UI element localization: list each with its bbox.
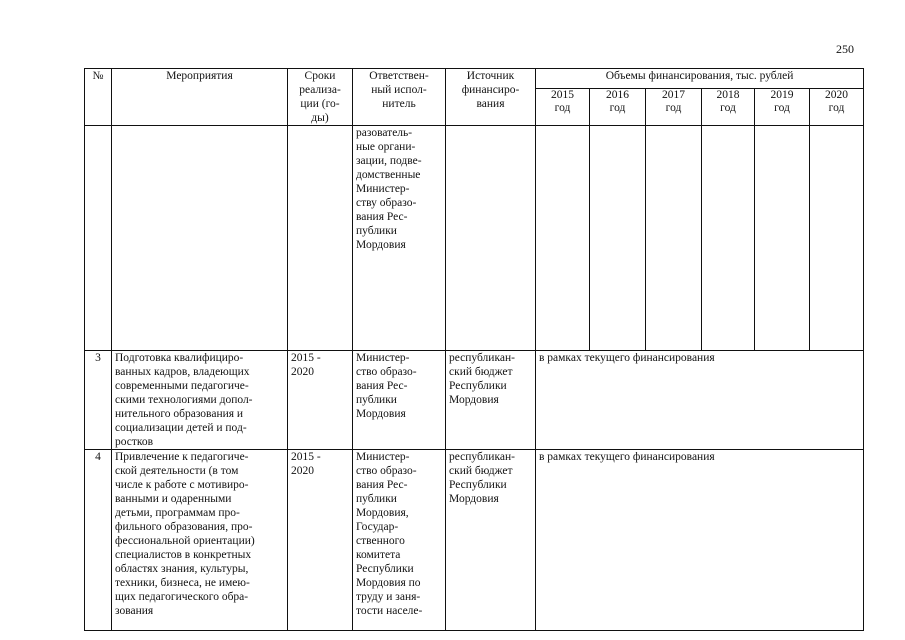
cell-number: 3 xyxy=(85,351,112,450)
table-row xyxy=(85,351,864,450)
header-number: № xyxy=(85,69,112,126)
cell-period: 2015 - 2020 xyxy=(288,450,353,631)
header-year-2018: 2018 год xyxy=(702,89,755,126)
cell-responsible: Министер- ство образо- вания Рес- публики Мордовия, Государ- ственного комитета Республики Мордовия по труду и заня- тости населе- xyxy=(353,450,446,631)
header-year-2016: 2016 год xyxy=(590,89,646,126)
cell-period xyxy=(288,126,353,351)
page-number: 250 xyxy=(836,42,854,56)
cell-period: 2015 - 2020 xyxy=(288,351,353,450)
cell-funding-2016 xyxy=(590,126,646,351)
header-source: Источник финансиро- вания xyxy=(446,69,536,126)
table-row xyxy=(85,126,864,351)
header-year-2019: 2019 год xyxy=(755,89,810,126)
cell-activity: Подготовка квалифициро- ванных кадров, владеющих современными педагогиче- скими технологиями допол- нительного образования и социализации детей и под- ростков xyxy=(112,351,288,450)
cell-responsible: разователь- ные органи- зации, подве- домственные Министер- ству образо- вания Рес- публики Мордовия xyxy=(353,126,446,351)
cell-funding-note: в рамках текущего финансирования xyxy=(536,351,864,450)
cell-source xyxy=(446,126,536,351)
header-responsible: Ответствен- ный испол- нитель xyxy=(353,69,446,126)
cell-activity xyxy=(112,126,288,351)
cell-funding-2018 xyxy=(702,126,755,351)
cell-funding-2019 xyxy=(755,126,810,351)
cell-funding-note: в рамках текущего финансирования xyxy=(536,450,864,631)
cell-number xyxy=(85,126,112,351)
cell-responsible: Министер- ство образо- вания Рес- публики Мордовия xyxy=(353,351,446,450)
cell-activity: Привлечение к педагогиче- ской деятельности (в том числе к работе с мотивиро- ванными и одаренными детьми, программам про- фильного образования, про- фессиональной ориентации) специалистов в конкретных областях знания, культуры, техники, бизнеса, не имею- щих педагогического обра- зования xyxy=(112,450,288,631)
cell-source: республикан- ский бюджет Республики Мордовия xyxy=(446,450,536,631)
header-funding: Объемы финансирования, тыс. рублей xyxy=(536,69,864,89)
header-year-2015: 2015 год xyxy=(536,89,590,126)
cell-funding-2017 xyxy=(646,126,702,351)
header-year-2020: 2020 год xyxy=(810,89,864,126)
cell-funding-2020 xyxy=(810,126,864,351)
cell-funding-2015 xyxy=(536,126,590,351)
header-activity: Мероприятия xyxy=(112,69,288,126)
table-row xyxy=(85,450,864,631)
header-period: Сроки реализа- ции (го- ды) xyxy=(288,69,353,126)
header-year-2017: 2017 год xyxy=(646,89,702,126)
cell-source: республикан- ский бюджет Республики Мордовия xyxy=(446,351,536,450)
cell-number: 4 xyxy=(85,450,112,631)
program-activities-table xyxy=(84,68,864,631)
